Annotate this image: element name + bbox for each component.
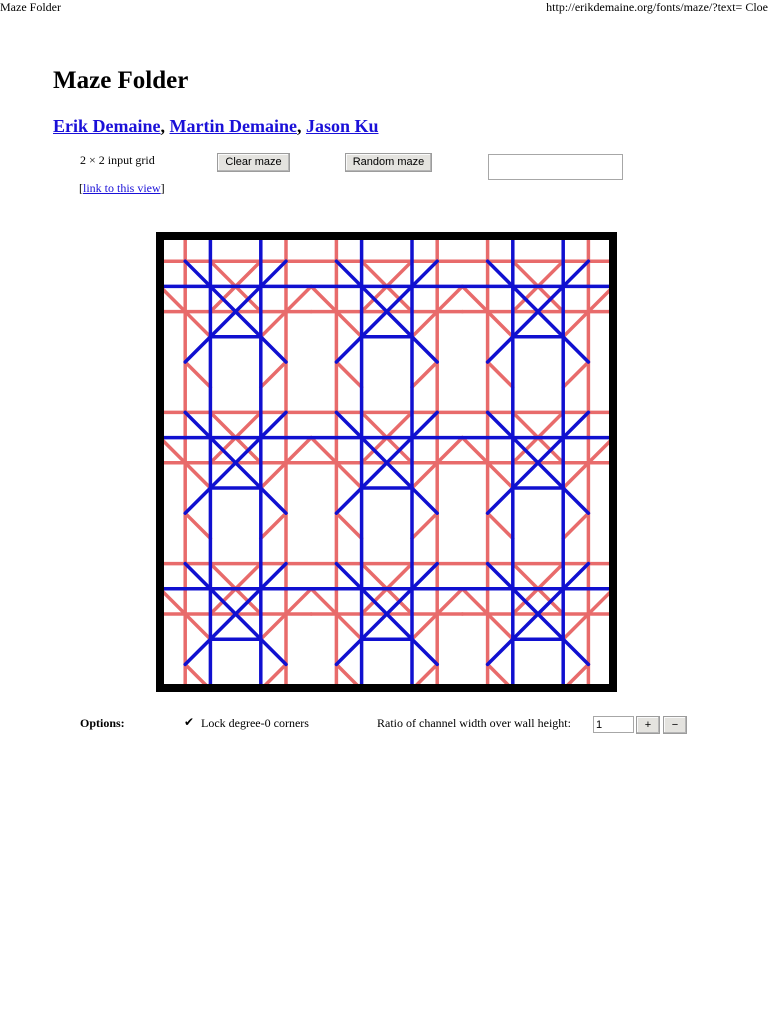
page-header-url: http://erikdemaine.org/fonts/maze/?text= Cloe (546, 0, 768, 14)
clear-maze-button[interactable]: Clear maze (217, 153, 290, 172)
ratio-input[interactable] (593, 716, 634, 733)
link-to-view (79, 181, 165, 196)
random-maze-button[interactable]: Random maze (345, 153, 432, 172)
checkmark-icon: ✔ (184, 715, 195, 729)
text-input[interactable] (488, 154, 623, 180)
decrease-ratio-button[interactable]: − (663, 716, 687, 734)
increase-ratio-button[interactable]: + (636, 716, 660, 734)
lock-corners-label: Lock degree-0 corners (201, 716, 309, 730)
grid-size-label: 2 × 2 input grid (80, 153, 155, 167)
link-to-this-view[interactable]: link to this view (83, 181, 161, 195)
author-separator: , (296, 116, 302, 136)
bracket-close: ] (160, 181, 165, 195)
author-list (53, 114, 379, 138)
options-label: Options: (80, 716, 125, 730)
ratio-label: Ratio of channel width over wall height: (377, 716, 571, 730)
author-link-martin-demaine[interactable]: Martin Demaine (169, 116, 297, 136)
bracket-open: [ (79, 181, 83, 195)
page-title: Maze Folder (53, 67, 189, 94)
author-link-erik-demaine[interactable]: Erik Demaine (53, 116, 161, 136)
author-link-jason-ku[interactable]: Jason Ku (305, 116, 379, 136)
page-header-title: Maze Folder (0, 0, 61, 14)
author-separator: , (160, 116, 165, 136)
lock-corners-checkbox[interactable] (184, 716, 196, 728)
maze-crease-pattern[interactable] (156, 232, 617, 692)
